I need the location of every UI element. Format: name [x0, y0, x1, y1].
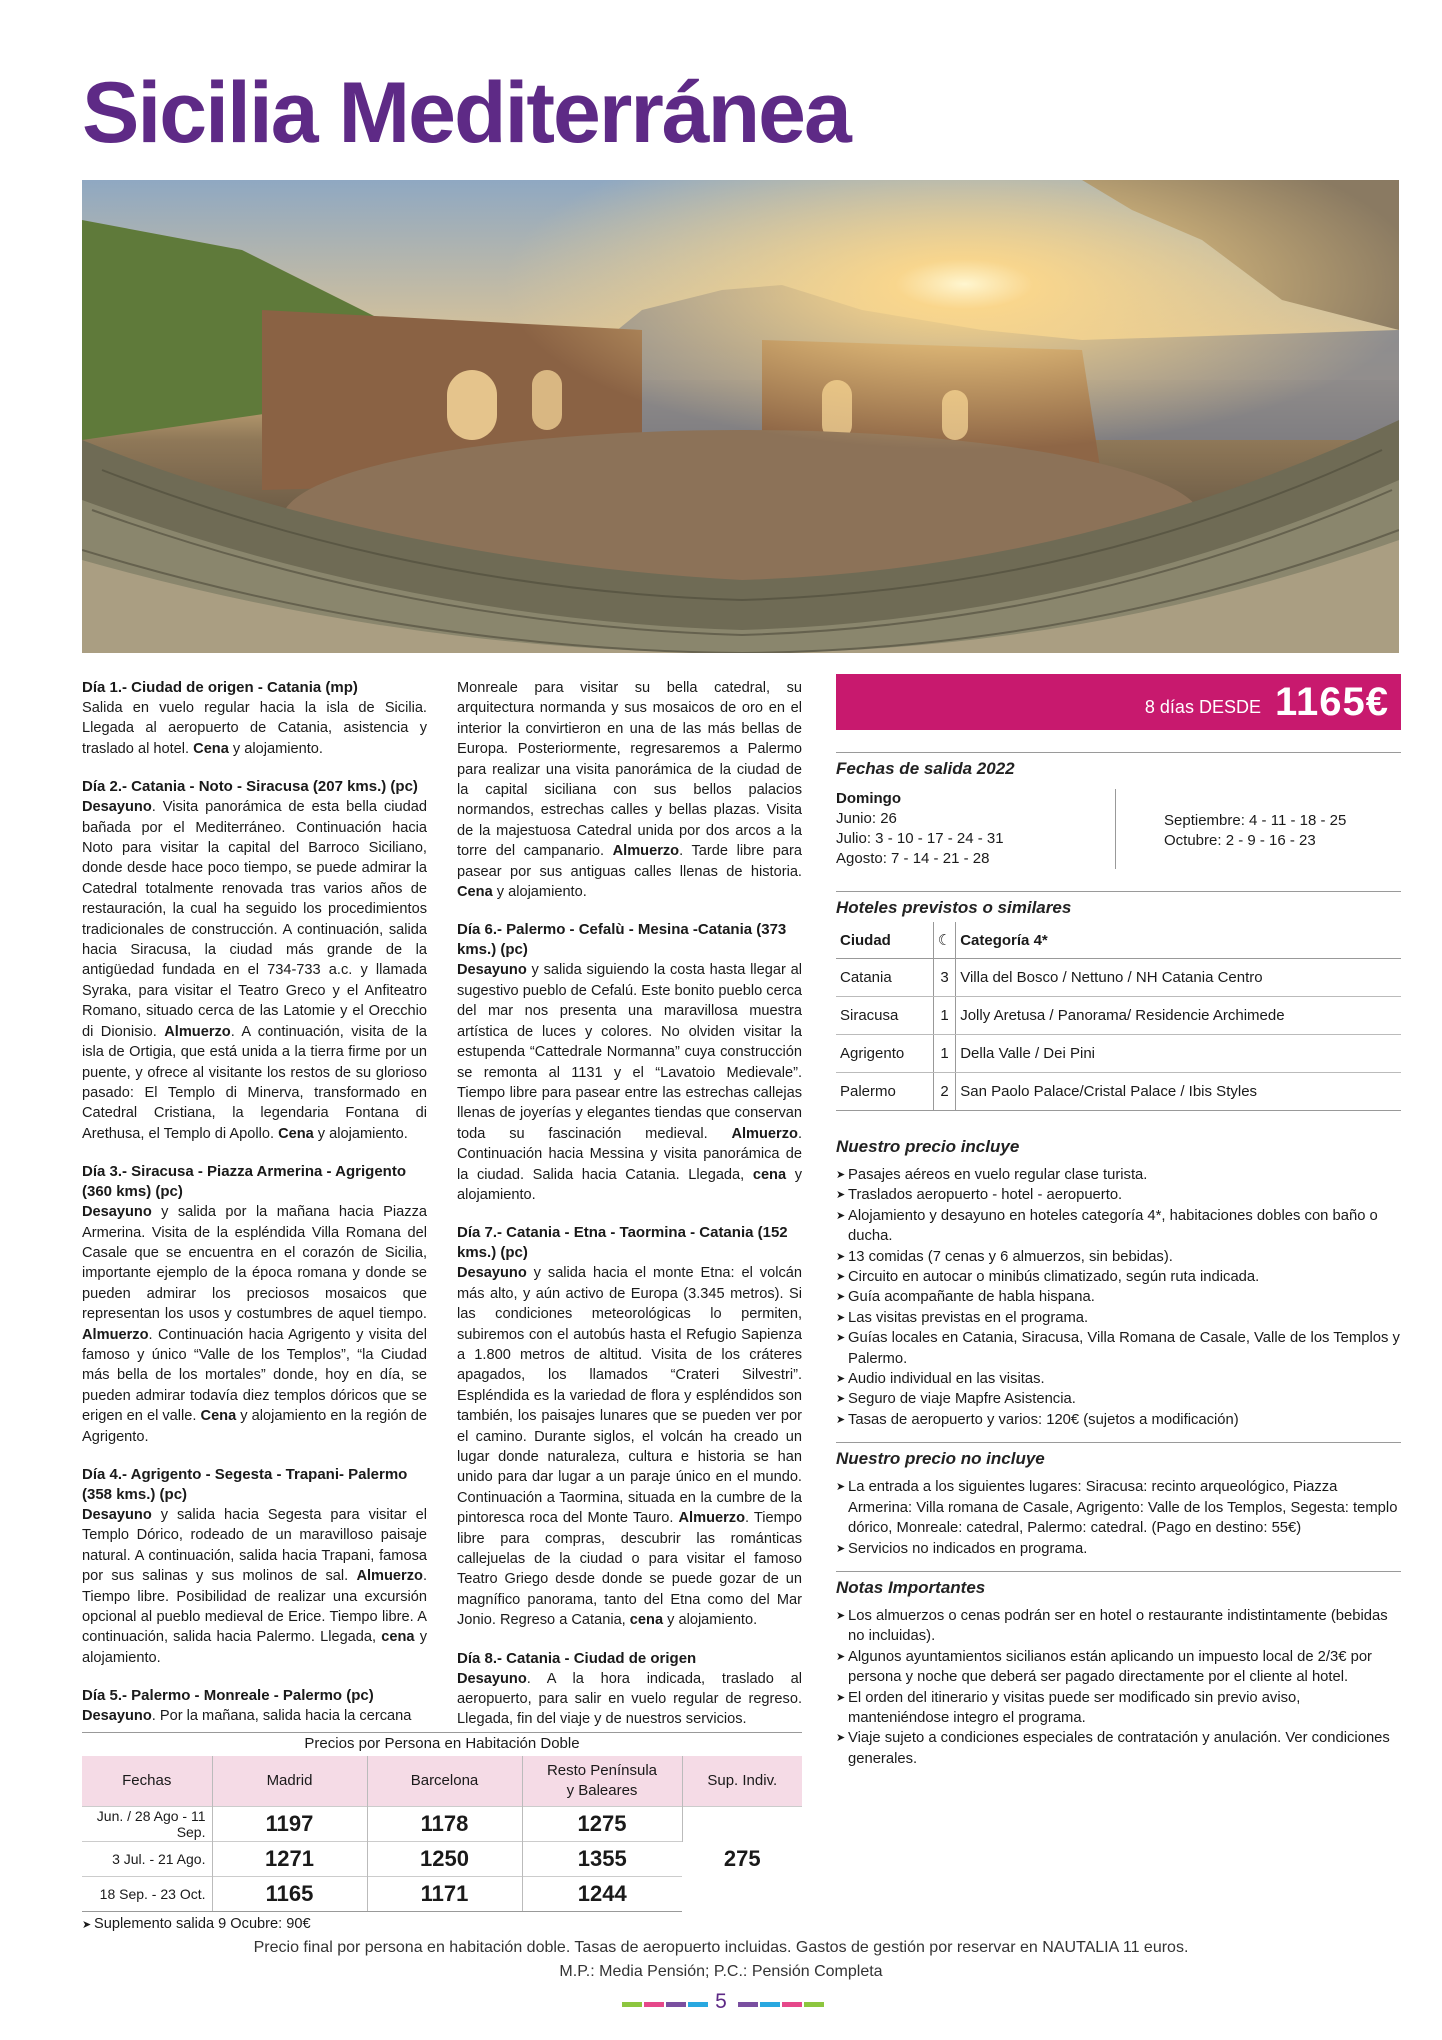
decor-bars-left	[622, 2002, 708, 2007]
price-resto: 1244	[522, 1876, 682, 1911]
body-text: . Visita panorámica de esta bella ciudad bañada por el Mediterráneo. Continuación hacia Noto para visitar la capital del Barroco Siciliano, donde desde hace poco tiempo, se puede admirar la Catedral totalmente renovada tras varios años de restauración, la cual ha seguido los procedimientos tradicionales de construcción. A continuación, salida hacia Siracusa, la ciudad más grande de la antigüedad fundada en el 734-733 a.c. y llamada Syraka, para visitar el Teatro Greco y el Anfiteatro Romano, situado cerca de las Latomie y el Orecchio di Dionisio.	[82, 799, 427, 1040]
body-text: . A continuación, visita de la isla de Ortigia, que está unida a la tierra firme por un puente, y ofrece al visitante los restos de su glorioso pasado: El Templo di Minerva, transformado en Catedral Cristiana, la legendaria Fontana di Arethusa, el Templo di Apollo.	[82, 1023, 428, 1142]
hotel-nights: 1	[933, 997, 955, 1035]
body-text: y salida siguiendo la costa hasta llegar al sugestivo pueblo de Cefalú. Este bonito pueblo cerca del mar nos presenta una maravillosa muestra artística de luces y colores. No olviden visitar la estupenda “Cattedrale Normanna” cuya construcción se remonta al 1131 y el “Lavatoio Medievale”. Tiempo libre para pasear entre las estrechas callejas llenas de joyerías y elegantes tiendas que conservan toda su fascinación medieval.	[457, 962, 802, 1142]
list-item: ➤ Alojamiento y desayuno en hoteles categoría 4*, habitaciones dobles con baño o ducha.	[836, 1206, 1401, 1247]
meal-highlight: cena	[752, 1166, 787, 1183]
notes-list	[836, 1606, 1401, 1769]
moon-icon: ☾	[933, 922, 955, 959]
price-madrid: 1271	[212, 1841, 367, 1876]
meal-highlight: Cena	[193, 740, 229, 757]
itinerary-day	[457, 1649, 802, 1730]
body-text: . Por la mañana, salida hacia la cercana	[151, 1708, 412, 1725]
page-number: 5	[715, 1990, 727, 2013]
body-text: Salida en vuelo regular hacia la isla de Sicilia. Llegada al aeropuerto de Catania, asistencia y traslado al hotel.	[82, 700, 427, 757]
meal-highlight: Cena	[457, 884, 493, 901]
dates-line: Octubre: 2 - 9 - 16 - 23	[1164, 832, 1316, 849]
hero-image-greek-theatre-taormina	[82, 180, 1399, 653]
list-item: ➤ Las visitas previstas en el programa.	[836, 1308, 1401, 1328]
meal-highlight: Almuerzo	[612, 843, 680, 860]
meal-highlight: Almuerzo	[164, 1023, 231, 1040]
dates-line: Septiembre: 4 - 11 - 18 - 25	[1164, 812, 1347, 829]
body-text: y alojamiento.	[457, 1166, 802, 1203]
decor-bar	[666, 2002, 686, 2007]
hotel-city: Catania	[836, 959, 933, 997]
meal-highlight: Desayuno	[82, 1507, 152, 1523]
info-column	[836, 674, 1401, 1769]
itinerary-column-2	[457, 678, 802, 1748]
page-title: Sicilia Mediterránea	[82, 65, 850, 161]
footer-price-note: Precio final por persona en habitación doble. Tasas de aeropuerto incluidas. Gastos de gestión por reservar en NAUTALIA 11 euros.	[253, 1939, 1189, 1956]
itinerary-day-title: Día 1.- Ciudad de origen - Catania (mp)	[82, 679, 358, 696]
meal-highlight: Cena	[200, 1408, 237, 1425]
itinerary-day-title: Día 3.- Siracusa - Piazza Armerina - Agrigento (360 kms) (pc)	[82, 1163, 406, 1201]
price-barcelona: 1250	[367, 1841, 522, 1876]
includes-list	[836, 1165, 1401, 1430]
meal-highlight: cena	[629, 1612, 664, 1629]
itinerary-column-1	[82, 678, 427, 1745]
table-row	[82, 1806, 802, 1841]
body-text: . Tiempo libre para compras, descubrir las románticas callejuelas de la ciudad o para visitar el famoso Teatro Griego desde donde se puede gozar de un magnífico panorama, tanto del Etna como del Mar Jonio. Regreso a Catania,	[457, 1510, 803, 1629]
list-item: ➤ 13 comidas (7 cenas y 6 almuerzos, sin bebidas).	[836, 1247, 1401, 1267]
meal-highlight: Desayuno	[82, 1204, 152, 1221]
list-item: ➤ Tasas de aeropuerto y varios: 120€ (sujetos a modificación)	[836, 1410, 1401, 1430]
list-item: ➤ Algunos ayuntamientos sicilianos están aplicando un impuesto local de 2/3€ por persona y noche que deberá ser pagado directamente por el cliente al hotel.	[836, 1647, 1401, 1688]
itinerary-day-title: Día 2.- Catania - Noto - Siracusa (207 kms.) (pc)	[82, 778, 418, 796]
hotels-col-city: Ciudad	[836, 922, 933, 959]
itinerary-day-body	[82, 1706, 427, 1726]
price-barcelona: 1178	[367, 1806, 522, 1841]
list-item: ➤ Audio individual en las visitas.	[836, 1369, 1401, 1389]
meal-highlight: Desayuno	[457, 1670, 527, 1687]
body-text: y alojamiento en la región de Agrigento.	[82, 1408, 427, 1445]
body-text: . Tiempo libre. Posibilidad de realizar una excursión opcional al pueblo medieval de Erice. Tiempo libre. A continuación, salida hacia Palermo. Llegada,	[82, 1568, 427, 1646]
decor-bar	[760, 2002, 780, 2007]
col-sup-indiv: Sup. Indiv.	[682, 1756, 802, 1806]
col-fechas: Fechas	[82, 1756, 212, 1806]
notes-heading: Notas Importantes	[836, 1571, 1401, 1598]
col-madrid: Madrid	[212, 1756, 367, 1806]
excludes-list	[836, 1477, 1401, 1559]
list-item: ➤ Servicios no indicados en programa.	[836, 1539, 1401, 1559]
body-text: . Tarde libre para pasear por sus antiguas calles llenas de historia.	[457, 843, 802, 880]
table-row	[836, 1035, 1401, 1073]
hotel-name: Jolly Aretusa / Panorama/ Residencie Archimede	[956, 997, 1401, 1035]
list-item: ➤ La entrada a los siguientes lugares: Siracusa: recinto arqueológico, Piazza Armerina: Villa romana de Casale, Agrigento: Valle de los Templos, Segesta: templo dórico, Monreale: catedral, Palermo: catedral. (Pago en destino: 55€)	[836, 1477, 1401, 1538]
meal-highlight: Cena	[278, 1125, 314, 1142]
footer-abbreviations: M.P.: Media Pensión; P.C.: Pensión Completa	[559, 1963, 883, 1980]
hotel-city: Siracusa	[836, 997, 933, 1035]
itinerary-day	[457, 678, 802, 902]
decor-bar	[738, 2002, 758, 2007]
itinerary-day-title: Día 5.- Palermo - Monreale - Palermo (pc)	[82, 1687, 374, 1705]
dates-heading: Fechas de salida 2022	[836, 752, 1401, 779]
price-dates: Jun. / 28 Ago - 11 Sep.	[82, 1806, 212, 1841]
price-madrid: 1165	[212, 1876, 367, 1911]
decor-bar	[688, 2002, 708, 2007]
col-resto: Resto Península y Baleares	[522, 1756, 682, 1806]
list-item: ➤ Seguro de viaje Mapfre Asistencia.	[836, 1389, 1401, 1409]
decor-bar	[804, 2002, 824, 2007]
hotels-heading: Hoteles previstos o similares	[836, 891, 1401, 918]
price-table-section	[82, 1732, 802, 1932]
table-row	[836, 997, 1401, 1035]
col-barcelona: Barcelona	[367, 1756, 522, 1806]
itinerary-day-body	[457, 960, 802, 1205]
decor-bar	[622, 2002, 642, 2007]
hotel-city: Agrigento	[836, 1035, 933, 1073]
body-text: . Continuación hacia Agrigento y visita del famoso y único “Valle de los Templos”, “la Ciudad más bella de los mortales” donde, hoy en día, se pueden admirar todavía diez templos dóricos que se erigen en el valle.	[82, 1326, 427, 1425]
meal-highlight: Desayuno	[457, 1265, 527, 1282]
body-text: . Continuación hacia Messina y visita panorámica de la ciudad. Salida hacia Catania. Llegada,	[457, 1125, 802, 1183]
decor-bar	[782, 2002, 802, 2007]
price-banner-amount: 1165€	[1274, 679, 1389, 724]
itinerary-day-title: Día 4.- Agrigento - Segesta - Trapani- Palermo (358 kms.) (pc)	[82, 1466, 408, 1503]
itinerary-day	[82, 1465, 427, 1668]
itinerary-day-body	[457, 1263, 802, 1630]
itinerary-day-body	[82, 698, 427, 759]
excludes-heading: Nuestro precio no incluye	[836, 1442, 1401, 1469]
price-table	[82, 1756, 802, 1912]
hotel-city: Palermo	[836, 1073, 933, 1111]
body-text: y alojamiento.	[228, 740, 323, 757]
price-banner-lead: 8 días DESDE	[1144, 696, 1261, 717]
meal-highlight: Almuerzo	[678, 1510, 745, 1527]
itinerary-day-body	[82, 1202, 427, 1447]
list-item: ➤ Guías locales en Catania, Siracusa, Villa Romana de Casale, Valle de los Templos y Palermo.	[836, 1328, 1401, 1369]
includes-heading: Nuestro precio incluye	[836, 1137, 1020, 1156]
meal-highlight: Desayuno	[82, 799, 152, 816]
meal-highlight: Almuerzo	[356, 1568, 423, 1585]
body-text: Monreale para visitar su bella catedral, su arquitectura normanda y sus mosaicos de oro en el interior la convirtieron en una de las más bellas de Europa. Posteriormente, regresaremos a Palermo para realizar una visita panorámica de la ciudad de la capital siciliana con sus bellos palacios normandos, estrechas calles y bellas plazas. Visita de la majestuosa Catedral unida por dos arcos a la torre del campanario.	[457, 680, 802, 860]
decor-bars-right	[738, 2002, 824, 2007]
body-text: . A la hora indicada, traslado al aeropuerto, para salir en vuelo regular de regreso. Llegada, fin del viaje y de nuestros servicios.	[457, 1670, 802, 1728]
hotel-nights: 3	[933, 959, 955, 997]
departure-dates	[836, 789, 1401, 869]
price-resto: 1275	[522, 1806, 682, 1841]
list-item: ➤ El orden del itinerario y visitas puede ser modificado sin previo aviso, manteniéndose integro el programa.	[836, 1688, 1401, 1729]
itinerary-day-title: Día 8.- Catania - Ciudad de origen	[457, 1649, 697, 1667]
body-text: y salida por la mañana hacia Piazza Armerina. Visita de la espléndida Villa Romana del Casale que se encuentra en el corazón de Sicilia, importante ejemplo de la época romana y donde se pueden admirar los preciosos mosaicos que representan los usos y costumbres de aquel tiempo.	[82, 1204, 427, 1323]
hotels-col-category: Categoría 4*	[956, 922, 1401, 959]
hotel-name: San Paolo Palace/Cristal Palace / Ibis Styles	[956, 1073, 1401, 1111]
meal-highlight: cena	[381, 1629, 415, 1646]
meal-highlight: Desayuno	[457, 962, 527, 979]
itinerary-day	[82, 678, 427, 759]
price-table-caption: Precios por Persona en Habitación Doble	[82, 1732, 802, 1756]
itinerary-day-title: Día 7.- Catania - Etna - Taormina - Catania (152 kms.) (pc)	[457, 1224, 788, 1262]
body-text: y alojamiento.	[313, 1125, 408, 1142]
decor-bar	[644, 2002, 664, 2007]
hotel-name: Villa del Bosco / Nettuno / NH Catania Centro	[956, 959, 1401, 997]
itinerary-day	[82, 1162, 427, 1447]
dates-line: Julio: 3 - 10 - 17 - 24 - 31	[836, 830, 1004, 847]
price-resto: 1355	[522, 1841, 682, 1876]
list-item: ➤ Viaje sujeto a condiciones especiales de contratación y anulación. Ver condiciones generales.	[836, 1728, 1401, 1769]
body-text: y alojamiento.	[82, 1629, 427, 1666]
dates-line: Agosto: 7 - 14 - 21 - 28	[836, 850, 990, 867]
dates-day-name: Domingo	[836, 790, 901, 807]
supplement-note: ➤ Suplemento salida 9 Ocubre: 90€	[82, 1916, 802, 1932]
price-madrid: 1197	[212, 1806, 367, 1841]
itinerary-day	[457, 1223, 802, 1630]
price-dates: 18 Sep. - 23 Oct.	[82, 1876, 212, 1911]
body-text: y salida hacia Segesta para visitar el Templo Dórico, rodeado de un maravilloso paisaje natural. A continuación, salida hacia Trapani, famosa por sus salinas y sus molinos de sal.	[82, 1507, 427, 1585]
hotel-nights: 2	[933, 1073, 955, 1111]
price-barcelona: 1171	[367, 1876, 522, 1911]
hotel-name: Della Valle / Dei Pini	[956, 1035, 1401, 1073]
list-item: ➤ Circuito en autocar o minibús climatizado, según ruta indicada.	[836, 1267, 1401, 1287]
meal-highlight: Desayuno	[82, 1708, 152, 1725]
meal-highlight: Almuerzo	[731, 1125, 798, 1142]
list-item: ➤ Los almuerzos o cenas podrán ser en hotel o restaurante indistintamente (bebidas no incluidas).	[836, 1606, 1401, 1647]
price-dates: 3 Jul. - 21 Ago.	[82, 1841, 212, 1876]
table-row	[836, 959, 1401, 997]
hotel-nights: 1	[933, 1035, 955, 1073]
list-item: ➤ Guía acompañante de habla hispana.	[836, 1287, 1401, 1307]
price-banner	[836, 674, 1401, 730]
itinerary-day-body	[457, 678, 802, 902]
list-item: ➤ Traslados aeropuerto - hotel - aeropuerto.	[836, 1185, 1401, 1205]
itinerary-day-body	[82, 1505, 427, 1668]
dates-line: Junio: 26	[836, 810, 897, 827]
itinerary-day	[82, 777, 427, 1144]
itinerary-day-body	[457, 1669, 802, 1730]
body-text: y alojamiento.	[663, 1612, 758, 1629]
meal-highlight: Almuerzo	[82, 1326, 149, 1343]
price-sup-indiv: 275	[682, 1806, 802, 1911]
table-row	[836, 1073, 1401, 1111]
itinerary-day	[82, 1686, 427, 1726]
body-text: y salida hacia el monte Etna: el volcán más alto, y aún activo de Europa (3.345 metros). Si las condiciones meteorológicas lo permiten, subiremos con el autobús hasta el Refugio Sapienza a 1.800 metros de altitud. Visita de los cráteres apagados, los llamados “Crateri Silvestri”. Espléndida es la variedad de flora y espléndidos son también, los paisajes lunares que se pueden ver por el camino. Durante siglos, el volcán ha creado un lugar donde naturaleza, cultura e historia se han unido para dar lugar a un paraje único en el mundo. Continuación a Taormina, situada en la cumbre de la pintoresca roca del Monte Tauro.	[457, 1265, 802, 1527]
itinerary-day-title: Día 6.- Palermo - Cefalù - Mesina -Catania (373 kms.) (pc)	[457, 921, 787, 959]
hotels-table	[836, 922, 1401, 1111]
itinerary-day-body	[82, 797, 427, 1144]
list-item: ➤ Pasajes aéreos en vuelo regular clase turista.	[836, 1165, 1401, 1185]
body-text: y alojamiento.	[492, 884, 587, 901]
itinerary-day	[457, 920, 802, 1205]
